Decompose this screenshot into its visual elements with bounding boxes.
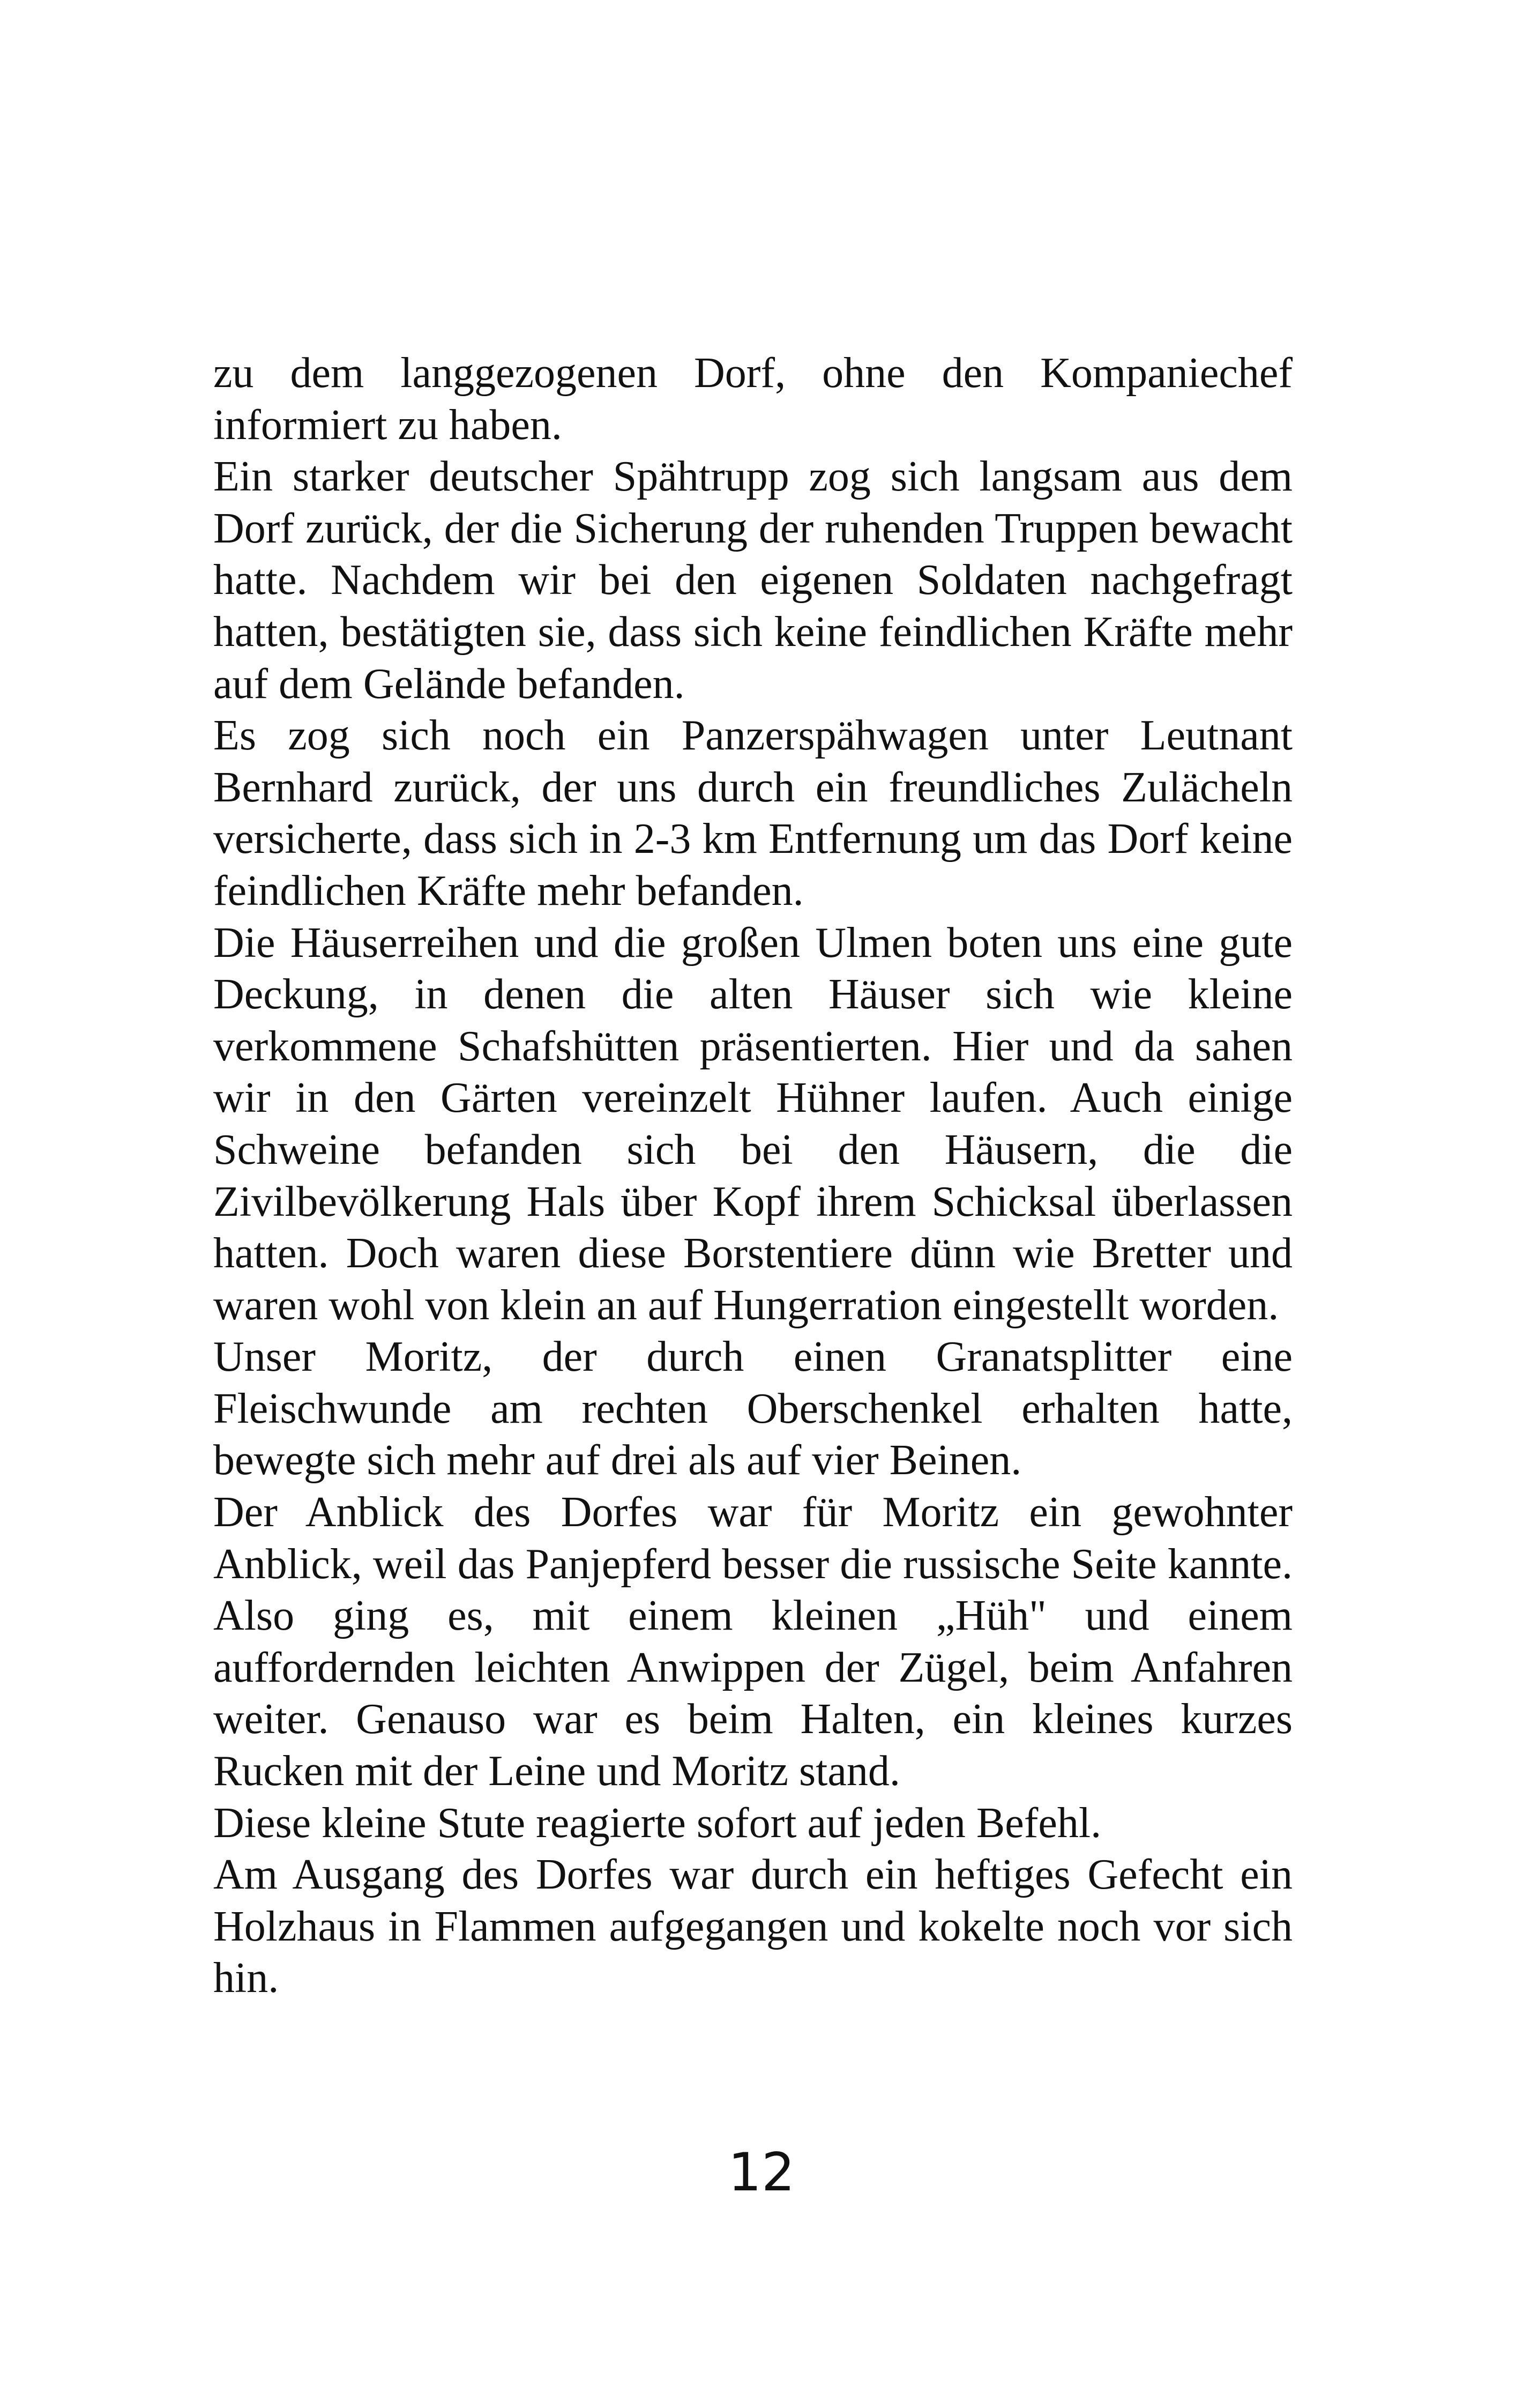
paragraph-2: Ein starker deutscher Spähtrupp zog sich langsam aus dem Dorf zurück, der die Sicherung der ruhenden Truppen bewacht hatte. Nachdem wir bei den eigenen Soldaten nachgefragt hatten, bestätigten sie, dass sich keine feindlichen Kräfte mehr auf dem Gelände befanden. (213, 453, 1293, 708)
paragraph-6: Der Anblick des Dorfes war für Moritz ein gewohnter Anblick, weil das Panjepferd besser die russische Seite kannte. Also ging es, mit einem kleinen „Hüh" und einem auffordernden leichten Anwippen der Zügel, beim Anfahren weiter. Genauso war es beim Halten, ein kleines kurzes Rucken mit der Leine und Moritz stand. (213, 1489, 1293, 1795)
body-text (213, 347, 1293, 2004)
paragraph-1: zu dem langgezogenen Dorf, ohne den Kompaniechef informiert zu haben. (213, 350, 1293, 449)
paragraph-7: Diese kleine Stute reagierte sofort auf jeden Befehl. (213, 1799, 1102, 1847)
paragraph-8: Am Ausgang des Dorfes war durch ein heftiges Gefecht ein Holzhaus in Flammen aufgegangen und kokelte noch vor sich hin. (213, 1851, 1293, 2002)
paragraph-3: Es zog sich noch ein Panzerspähwagen unter Leutnant Bernhard zurück, der uns durch ein freundliches Zulächeln versicherte, dass sich in 2-3 km Entfernung um das Dorf keine feindlichen Kräfte mehr befanden. (213, 712, 1293, 915)
paragraph-5: Unser Moritz, der durch einen Granatsplitter eine Fleischwunde am rechten Oberschenkel erhalten hatte, bewegte sich mehr auf drei als auf vier Beinen. (213, 1333, 1293, 1484)
page-number: 12 (728, 2142, 795, 2203)
paragraph-4: Die Häuserreihen und die großen Ulmen boten uns eine gute Deckung, in denen die alten Häuser sich wie kleine verkommene Schafshütten präsentierten. Hier und da sahen wir in den Gärten vereinzelt Hühner laufen. Auch einige Schweine befanden sich bei den Häusern, die die Zivilbevölkerung Hals über Kopf ihrem Schicksal überlassen hatten. Doch waren diese Borstentiere dünn wie Bretter und waren wohl von klein an auf Hungerration eingestellt worden. (213, 919, 1293, 1329)
